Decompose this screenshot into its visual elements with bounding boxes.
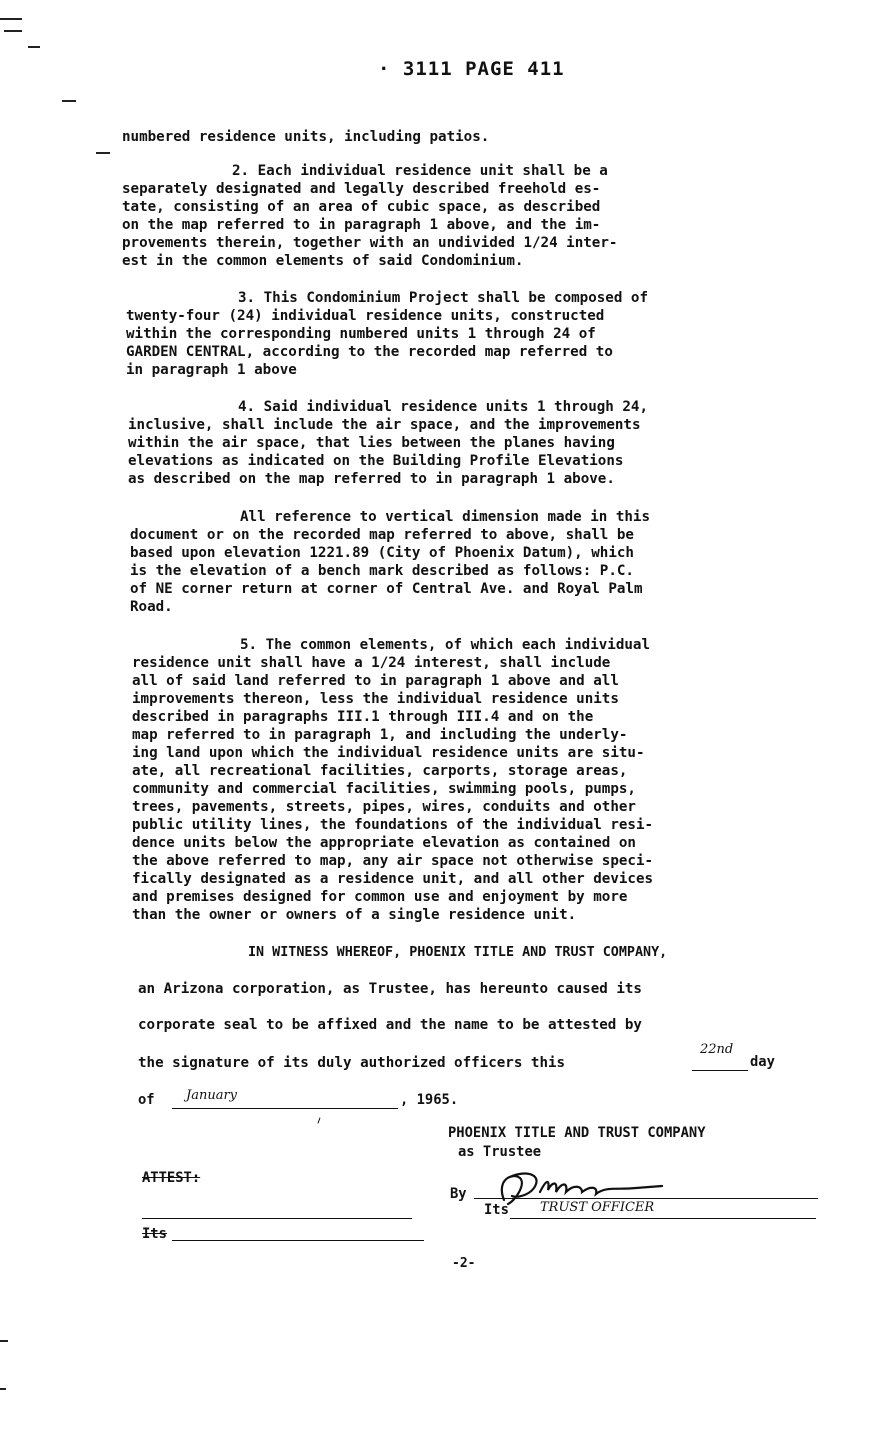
text-line: 3. This Condominium Project shall be composed of bbox=[238, 290, 648, 306]
of-label: of bbox=[138, 1092, 155, 1108]
text-line: residence unit shall have a 1/24 interest, shall include bbox=[132, 655, 611, 671]
text-line: the above referred to map, any air space not otherwise speci- bbox=[132, 853, 654, 869]
attest-its-line bbox=[172, 1240, 424, 1241]
text-line: than the owner or owners of a single residence unit. bbox=[132, 907, 577, 923]
text-line: dence units below the appropriate elevation as contained on bbox=[132, 835, 636, 851]
text-line: as described on the map referred to in paragraph 1 above. bbox=[128, 471, 615, 487]
company-role: as Trustee bbox=[458, 1144, 542, 1160]
page-number: -2- bbox=[452, 1256, 476, 1271]
text-line: improvements thereon, less the individual residence units bbox=[132, 691, 619, 707]
text-line: fically designated as a residence unit, and all other devices bbox=[132, 871, 654, 887]
year-text: , 1965. bbox=[400, 1092, 459, 1108]
text-line: corporate seal to be affixed and the name to be attested by bbox=[138, 1017, 642, 1033]
text-line: IN WITNESS WHEREOF, PHOENIX TITLE AND TRUST COMPANY, bbox=[248, 945, 668, 960]
text-line: Road. bbox=[130, 599, 173, 615]
text-line: ing land upon which the individual residence units are situ- bbox=[132, 745, 645, 761]
text-line: provements therein, together with an undivided 1/24 inter- bbox=[122, 235, 618, 251]
text-line: all of said land referred to in paragraph 1 above and all bbox=[132, 673, 619, 689]
scan-mark bbox=[0, 1388, 6, 1390]
text-line: All reference to vertical dimension made in this bbox=[240, 509, 650, 525]
text-line: is the elevation of a bench mark described as follows: P.C. bbox=[130, 563, 634, 579]
month-blank-line bbox=[172, 1108, 398, 1109]
attest-its-label: Its bbox=[142, 1226, 167, 1242]
text-line: in paragraph 1 above bbox=[126, 362, 297, 378]
attest-label: ATTEST: bbox=[142, 1170, 201, 1186]
text-line: elevations as indicated on the Building Profile Elevations bbox=[128, 453, 624, 469]
text-line: the signature of its duly authorized officers this bbox=[138, 1055, 566, 1071]
text-line: trees, pavements, streets, pipes, wires, conduits and other bbox=[132, 799, 636, 815]
its-title-handwritten: TRUST OFFICER bbox=[540, 1200, 655, 1215]
text-line: within the air space, that lies between the planes having bbox=[128, 435, 615, 451]
text-line: based upon elevation 1221.89 (City of Phoenix Datum), which bbox=[130, 545, 634, 561]
text-line: community and commercial facilities, swimming pools, pumps, bbox=[132, 781, 636, 797]
day-label: day bbox=[750, 1054, 775, 1070]
attest-signature-line bbox=[142, 1218, 412, 1219]
text-line: on the map referred to in paragraph 1 above, and the im- bbox=[122, 217, 601, 233]
text-line: and premises designed for common use and enjoyment by more bbox=[132, 889, 628, 905]
text-line: est in the common elements of said Condominium. bbox=[122, 253, 524, 269]
scan-mark bbox=[4, 30, 22, 32]
text-line: separately designated and legally described freehold es- bbox=[122, 181, 601, 197]
scan-mark bbox=[96, 152, 110, 154]
scan-mark bbox=[0, 1340, 8, 1342]
company-name: PHOENIX TITLE AND TRUST COMPANY bbox=[448, 1125, 706, 1141]
text-line: twenty-four (24) individual residence units, constructed bbox=[126, 308, 605, 324]
text-line: 5. The common elements, of which each individual bbox=[240, 637, 650, 653]
month-value: January bbox=[186, 1088, 238, 1103]
text-line: numbered residence units, including patios. bbox=[122, 129, 490, 145]
its-title-line bbox=[510, 1218, 816, 1219]
by-signature-line bbox=[474, 1198, 818, 1199]
text-line: of NE corner return at corner of Central Ave. and Royal Palm bbox=[130, 581, 643, 597]
day-blank-line bbox=[692, 1070, 748, 1071]
text-line: tate, consisting of an area of cubic space, as described bbox=[122, 199, 601, 215]
text-line: inclusive, shall include the air space, and the improvements bbox=[128, 417, 641, 433]
text-line: GARDEN CENTRAL, according to the recorded map referred to bbox=[126, 344, 613, 360]
day-value: 22nd bbox=[700, 1042, 734, 1057]
scan-mark bbox=[28, 46, 40, 48]
by-label: By bbox=[450, 1186, 467, 1202]
scan-mark bbox=[62, 100, 76, 102]
month-tail-mark bbox=[318, 1118, 321, 1124]
text-line: described in paragraphs III.1 through III.4 and on the bbox=[132, 709, 594, 725]
text-line: an Arizona corporation, as Trustee, has hereunto caused its bbox=[138, 981, 642, 997]
signatory-company bbox=[448, 1124, 706, 1162]
book-page-header: · 3111 PAGE 411 bbox=[378, 58, 565, 80]
text-line: 2. Each individual residence unit shall be a bbox=[232, 163, 608, 179]
text-line: ate, all recreational facilities, carports, storage areas, bbox=[132, 763, 628, 779]
text-line: public utility lines, the foundations of the individual resi- bbox=[132, 817, 654, 833]
text-line: map referred to in paragraph 1, and including the underly- bbox=[132, 727, 628, 743]
text-line: 4. Said individual residence units 1 through 24, bbox=[238, 399, 648, 415]
scan-mark bbox=[0, 18, 22, 20]
its-label: Its bbox=[484, 1202, 509, 1218]
text-line: document or on the recorded map referred to above, shall be bbox=[130, 527, 634, 543]
text-line: within the corresponding numbered units 1 through 24 of bbox=[126, 326, 596, 342]
